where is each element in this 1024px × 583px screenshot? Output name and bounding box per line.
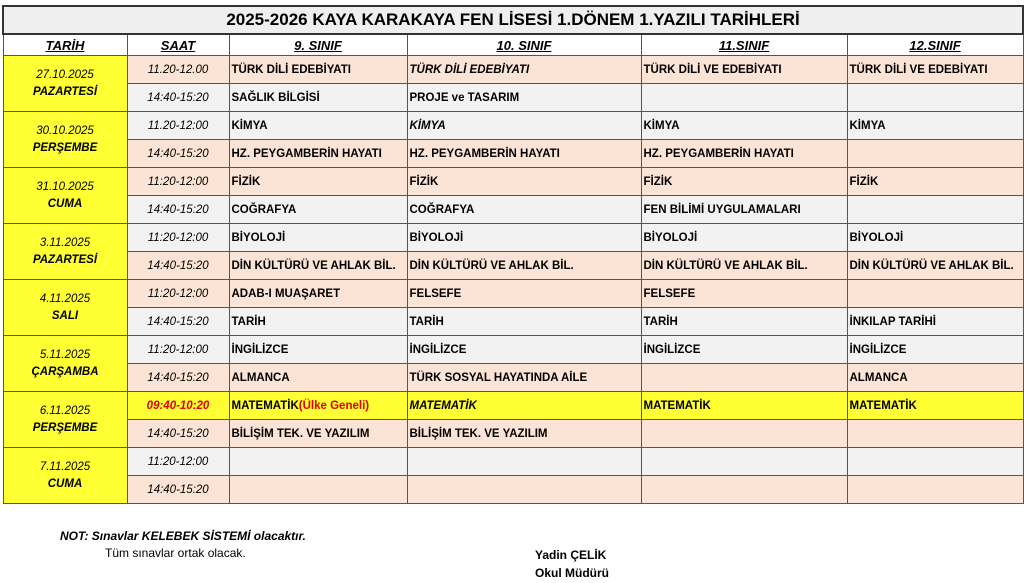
header-grade-11: 11.SINIF <box>641 34 847 56</box>
exam-time: 14:40-15:20 <box>127 308 229 336</box>
subject-name: İNGİLİZCE <box>231 343 289 356</box>
subject-name: SAĞLIK BİLGİSİ <box>231 91 320 104</box>
subject-name: DİN KÜLTÜRÜ VE AHLAK BİL. <box>643 259 808 272</box>
subject-name: İNKILAP TARİHİ <box>849 315 936 328</box>
subject-name: ADAB-I MUAŞARET <box>231 287 341 300</box>
table-row <box>3 140 1023 168</box>
subject-cell-g11 <box>641 476 847 504</box>
header-grade-12: 12.SINIF <box>847 34 1023 56</box>
date-value: 6.11.2025 <box>39 404 91 417</box>
subject-name: İNGİLİZCE <box>409 343 467 356</box>
subject-cell-g11 <box>641 224 847 252</box>
exam-time: 14:40-15:20 <box>127 252 229 280</box>
subject-cell-g12 <box>847 224 1023 252</box>
exam-time: 11:20-12:00 <box>127 224 229 252</box>
subject-cell-g12 <box>847 84 1023 112</box>
subject-cell-g10 <box>407 364 641 392</box>
subject-name: KİMYA <box>231 119 268 132</box>
subject-name: KİMYA <box>409 119 446 132</box>
exam-time: 14:40-15:20 <box>127 476 229 504</box>
subject-cell-g9 <box>229 168 407 196</box>
exam-date <box>3 280 127 336</box>
table-row <box>3 448 1023 476</box>
exam-time: 11:20-12:00 <box>127 448 229 476</box>
subject-cell-g10 <box>407 140 641 168</box>
subject-cell-g11 <box>641 196 847 224</box>
subject-cell-g9 <box>229 392 407 420</box>
subject-cell-g12 <box>847 336 1023 364</box>
subject-cell-g11 <box>641 252 847 280</box>
exam-date <box>3 336 127 392</box>
subject-cell-g12 <box>847 392 1023 420</box>
exam-date <box>3 168 127 224</box>
subject-name: COĞRAFYA <box>231 203 297 216</box>
principal-role: Okul Müdürü <box>535 566 609 580</box>
schedule-body <box>3 56 1023 504</box>
subject-name: BİLİŞİM TEK. VE YAZILIM <box>409 427 548 440</box>
subject-name: FİZİK <box>231 175 261 188</box>
subject-name: MATEMATİK <box>231 399 299 412</box>
subject-cell-g11 <box>641 140 847 168</box>
subject-cell-g11 <box>641 420 847 448</box>
subject-cell-g10 <box>407 280 641 308</box>
subject-cell-g9 <box>229 252 407 280</box>
subject-name: DİN KÜLTÜRÜ VE AHLAK BİL. <box>231 259 396 272</box>
subject-cell-g10 <box>407 476 641 504</box>
subject-cell-g11 <box>641 448 847 476</box>
subject-cell-g12 <box>847 420 1023 448</box>
weekday-label: CUMA <box>47 477 83 490</box>
note-title: NOT: Sınavlar KELEBEK SİSTEMİ olacaktır. <box>60 529 306 543</box>
weekday-label: PERŞEMBE <box>32 421 98 434</box>
subject-cell-g10 <box>407 196 641 224</box>
subject-name: İNGİLİZCE <box>849 343 907 356</box>
subject-cell-g12 <box>847 448 1023 476</box>
subject-name: FELSEFE <box>409 287 462 300</box>
subject-cell-g10 <box>407 56 641 84</box>
subject-name: TÜRK DİLİ VE EDEBİYATI <box>849 63 988 76</box>
subject-name: TÜRK SOSYAL HAYATINDA AİLE <box>409 371 588 384</box>
subject-cell-g11 <box>641 364 847 392</box>
subject-name: TARİH <box>643 315 678 328</box>
subject-name: ALMANCA <box>849 371 908 384</box>
subject-cell-g12 <box>847 364 1023 392</box>
table-row <box>3 112 1023 140</box>
date-value: 31.10.2025 <box>36 180 94 193</box>
exam-time: 14:40-15:20 <box>127 196 229 224</box>
schedule-table <box>2 5 1024 504</box>
subject-cell-g9 <box>229 280 407 308</box>
subject-name: ALMANCA <box>231 371 290 384</box>
date-value: 5.11.2025 <box>39 348 91 361</box>
table-row <box>3 476 1023 504</box>
table-row <box>3 56 1023 84</box>
subject-cell-g11 <box>641 168 847 196</box>
subject-cell-g12 <box>847 280 1023 308</box>
subject-cell-g9 <box>229 448 407 476</box>
subject-name: FİZİK <box>643 175 673 188</box>
exam-date <box>3 112 127 168</box>
subject-cell-g12 <box>847 56 1023 84</box>
table-row <box>3 196 1023 224</box>
subject-cell-g9 <box>229 224 407 252</box>
subject-cell-g9 <box>229 308 407 336</box>
table-row <box>3 252 1023 280</box>
page-title: 2025-2026 KAYA KARAKAYA FEN LİSESİ 1.DÖNEM 1.YAZILI TARİHLERİ <box>3 6 1023 34</box>
weekday-label: SALI <box>51 309 79 322</box>
subject-cell-g9 <box>229 420 407 448</box>
subject-name: FELSEFE <box>643 287 696 300</box>
date-value: 27.10.2025 <box>36 68 94 81</box>
subject-cell-g12 <box>847 196 1023 224</box>
subject-cell-g10 <box>407 252 641 280</box>
subject-name: MATEMATİK <box>849 399 917 412</box>
subject-note: (Ülke Geneli) <box>298 399 370 412</box>
table-row <box>3 336 1023 364</box>
subject-cell-g9 <box>229 140 407 168</box>
subject-cell-g10 <box>407 224 641 252</box>
exam-date <box>3 448 127 504</box>
subject-cell-g11 <box>641 392 847 420</box>
subject-cell-g10 <box>407 168 641 196</box>
table-row <box>3 420 1023 448</box>
subject-name: TÜRK DİLİ EDEBİYATI <box>409 63 530 76</box>
subject-name: FİZİK <box>409 175 439 188</box>
exam-time: 11:20-12:00 <box>127 168 229 196</box>
weekday-label: CUMA <box>47 197 83 210</box>
subject-name: DİN KÜLTÜRÜ VE AHLAK BİL. <box>849 259 1014 272</box>
table-row <box>3 364 1023 392</box>
date-value: 30.10.2025 <box>36 124 94 137</box>
subject-name: İNGİLİZCE <box>643 343 701 356</box>
subject-cell-g11 <box>641 308 847 336</box>
subject-cell-g10 <box>407 448 641 476</box>
subject-cell-g12 <box>847 252 1023 280</box>
subject-name: KİMYA <box>643 119 680 132</box>
subject-cell-g12 <box>847 112 1023 140</box>
subject-cell-g11 <box>641 280 847 308</box>
subject-name: FEN BİLİMİ UYGULAMALARI <box>643 203 801 216</box>
weekday-label: PAZARTESİ <box>32 85 98 98</box>
exam-time: 11.20-12.00 <box>127 56 229 84</box>
subject-name: HZ. PEYGAMBERİN HAYATI <box>231 147 382 160</box>
subject-cell-g9 <box>229 196 407 224</box>
subject-cell-g10 <box>407 336 641 364</box>
header-date: TARİH <box>3 34 127 56</box>
subject-cell-g10 <box>407 392 641 420</box>
subject-name: KİMYA <box>849 119 886 132</box>
subject-cell-g10 <box>407 308 641 336</box>
exam-date <box>3 392 127 448</box>
subject-name: BİYOLOJİ <box>643 231 698 244</box>
subject-name: TÜRK DİLİ EDEBİYATI <box>231 63 351 76</box>
exam-schedule <box>2 5 1022 504</box>
subject-name: HZ. PEYGAMBERİN HAYATI <box>409 147 560 160</box>
footer <box>0 522 1024 582</box>
table-row <box>3 308 1023 336</box>
table-row <box>3 392 1023 420</box>
exam-time: 09:40-10:20 <box>127 392 229 420</box>
subject-cell-g10 <box>407 420 641 448</box>
table-row <box>3 224 1023 252</box>
exam-time: 14:40-15:20 <box>127 364 229 392</box>
weekday-label: PAZARTESİ <box>32 253 98 266</box>
subject-cell-g10 <box>407 112 641 140</box>
subject-name: BİYOLOJİ <box>409 231 464 244</box>
exam-time: 14:40-15:20 <box>127 420 229 448</box>
subject-name: COĞRAFYA <box>409 203 475 216</box>
exam-time: 14:40-15:20 <box>127 84 229 112</box>
subject-name: FİZİK <box>849 175 879 188</box>
exam-time: 11:20-12:00 <box>127 336 229 364</box>
subject-name: TÜRK DİLİ VE EDEBİYATI <box>643 63 782 76</box>
subject-cell-g9 <box>229 112 407 140</box>
subject-cell-g9 <box>229 336 407 364</box>
header-grade-10: 10. SINIF <box>407 34 641 56</box>
subject-cell-g9 <box>229 476 407 504</box>
table-row <box>3 168 1023 196</box>
exam-time: 11:20-12:00 <box>127 280 229 308</box>
subject-cell-g12 <box>847 476 1023 504</box>
exam-time: 14:40-15:20 <box>127 140 229 168</box>
table-row <box>3 84 1023 112</box>
subject-cell-g10 <box>407 84 641 112</box>
weekday-label: ÇARŞAMBA <box>31 365 99 378</box>
subject-cell-g12 <box>847 168 1023 196</box>
subject-cell-g12 <box>847 140 1023 168</box>
principal-name: Yadin ÇELİK <box>535 548 607 562</box>
exam-date <box>3 56 127 112</box>
subject-cell-g9 <box>229 364 407 392</box>
subject-cell-g11 <box>641 84 847 112</box>
date-value: 7.11.2025 <box>39 460 91 473</box>
table-row <box>3 280 1023 308</box>
header-time: SAAT <box>127 34 229 56</box>
subject-name: TARİH <box>409 315 444 328</box>
header-grade-9: 9. SINIF <box>229 34 407 56</box>
subject-cell-g11 <box>641 336 847 364</box>
weekday-label: PERŞEMBE <box>32 141 98 154</box>
subject-cell-g11 <box>641 56 847 84</box>
subject-name: DİN KÜLTÜRÜ VE AHLAK BİL. <box>409 259 574 272</box>
subject-name: PROJE ve TASARIM <box>409 91 520 104</box>
subject-name: HZ. PEYGAMBERİN HAYATI <box>643 147 794 160</box>
subject-cell-g9 <box>229 84 407 112</box>
subject-name: BİLİŞİM TEK. VE YAZILIM <box>231 427 370 440</box>
subject-name: MATEMATİK <box>409 399 477 412</box>
subject-cell-g9 <box>229 56 407 84</box>
subject-name: BİYOLOJİ <box>849 231 904 244</box>
date-value: 3.11.2025 <box>39 236 91 249</box>
subject-cell-g11 <box>641 112 847 140</box>
subject-name: BİYOLOJİ <box>231 231 286 244</box>
exam-date <box>3 224 127 280</box>
subject-cell-g12 <box>847 308 1023 336</box>
subject-name: MATEMATİK <box>643 399 711 412</box>
note-line: Tüm sınavlar ortak olacak. <box>105 546 246 560</box>
subject-name: TARİH <box>231 315 266 328</box>
date-value: 4.11.2025 <box>39 292 91 305</box>
exam-time: 11.20-12:00 <box>127 112 229 140</box>
